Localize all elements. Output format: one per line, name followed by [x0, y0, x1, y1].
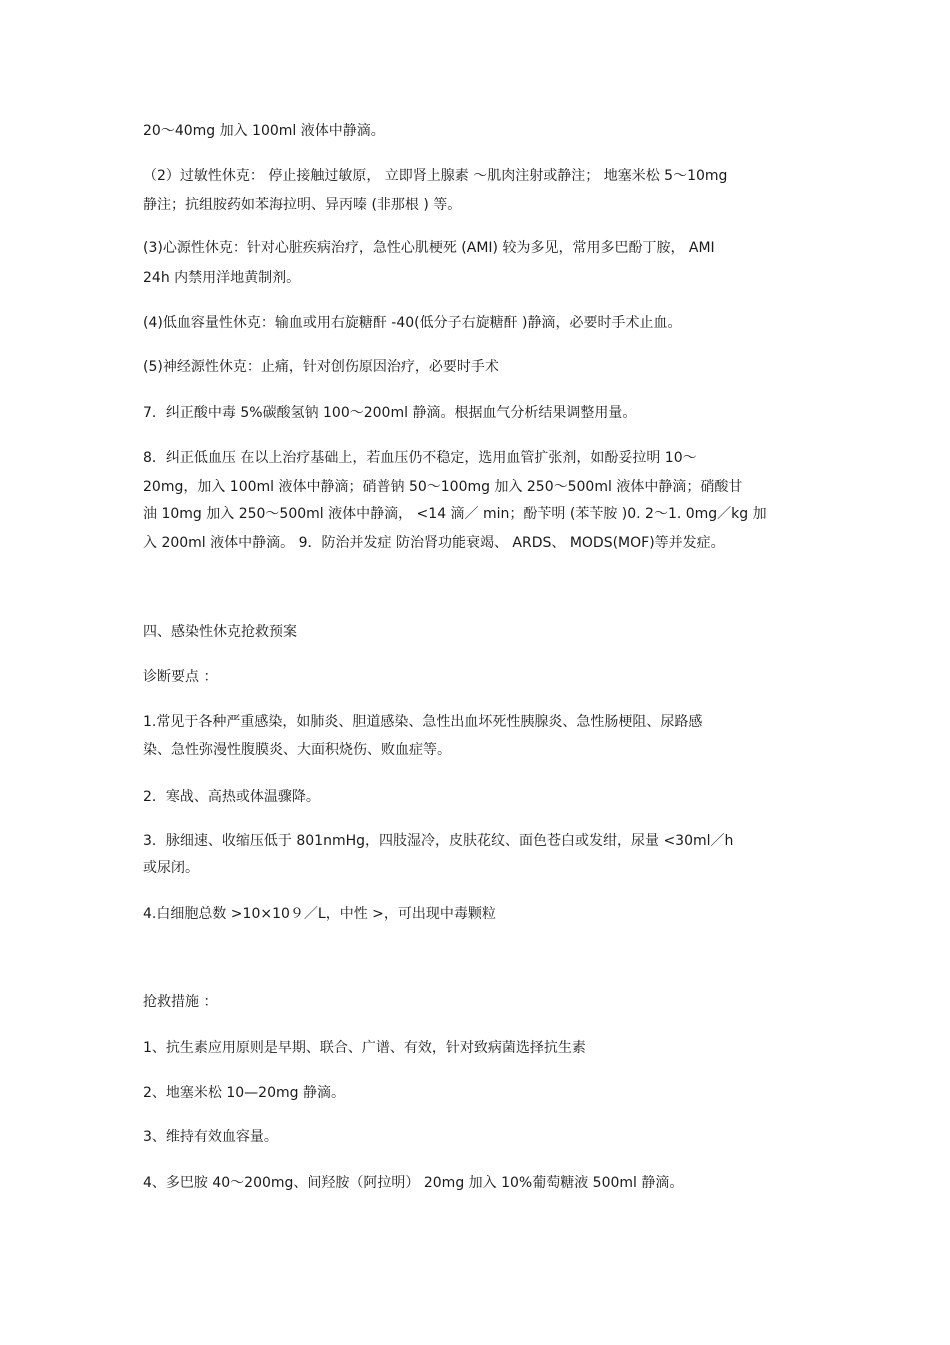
text-line: 染、急性弥漫性腹膜炎、大面积烧伤、败血症等。 [143, 742, 451, 758]
text-line: 油 10mg 加入 250～500ml 液体中静滴， <14 滴／ min；酚苄明 (苯苄胺 )0. 2～1. 0mg／kg 加 [143, 506, 767, 522]
text-line: 1.常见于各种严重感染，如肺炎、胆道感染、急性出血坏死性胰腺炎、急性肠梗阻、尿路感 [143, 714, 703, 730]
text-line: 8．纠正低血压 在以上治疗基础上，若血压仍不稳定，选用血管扩张剂，如酚妥拉明 10～ [143, 450, 697, 466]
text-line: 20～40mg 加入 100ml 液体中静滴。 [143, 123, 385, 139]
text-line: 静注；抗组胺药如苯海拉明、异丙嗪 (非那根 ) 等。 [143, 197, 462, 213]
text-line: 7．纠正酸中毒 5%碳酸氢钠 100～200ml 静滴。根据血气分析结果调整用量。 [143, 405, 637, 421]
text-line: 20mg，加入 100ml 液体中静滴；硝普钠 50～100mg 加入 250～500ml 液体中静滴；硝酸甘 [143, 479, 743, 495]
subsection-heading: 诊断要点 ： [143, 669, 218, 685]
text-line: 4.白细胞总数 >10×10９／L，中性 >，可出现中毒颗粒 [143, 906, 496, 922]
text-line: 3、维持有效血容量。 [143, 1129, 278, 1145]
text-line: （2）过敏性休克： 停止接触过敏原， 立即肾上腺素 ～肌肉注射或静注； 地塞米松 5～10mg [143, 168, 728, 184]
text-line: 1、抗生素应用原则是早期、联合、广谱、有效，针对致病菌选择抗生素 [143, 1040, 586, 1056]
text-line: 2．寒战、高热或体温骤降。 [143, 789, 320, 805]
text-line: (3)心源性休克：针对心脏疾病治疗，急性心肌梗死 (AMI) 较为多见，常用多巴酚丁胺， AMI [143, 240, 715, 256]
text-line: (4)低血容量性休克：输血或用右旋糖酐 -40(低分子右旋糖酐 )静滴，必要时手术止血。 [143, 315, 682, 331]
text-line: (5)神经源性休克：止痛，针对创伤原因治疗，必要时手术 [143, 359, 499, 375]
text-line: 2、地塞米松 10—20mg 静滴。 [143, 1085, 345, 1101]
text-line: 入 200ml 液体中静滴。 9．防治并发症 防治肾功能衰竭、 ARDS、 MODS(MOF)等并发症。 [143, 535, 725, 551]
subsection-heading: 抢救措施 ： [143, 994, 218, 1010]
section-heading: 四、感染性休克抢救预案 [143, 624, 297, 640]
text-line: 或尿闭。 [143, 860, 199, 876]
text-line: 4、多巴胺 40～200mg、间羟胺（阿拉明） 20mg 加入 10%葡萄糖液 500ml 静滴。 [143, 1175, 684, 1191]
text-line: 24h 内禁用洋地黄制剂。 [143, 270, 301, 286]
text-line: 3．脉细速、收缩压低于 801nmHg，四肢湿冷，皮肤花纹、面色苍白或发绀，尿量 <30ml／h [143, 833, 734, 849]
